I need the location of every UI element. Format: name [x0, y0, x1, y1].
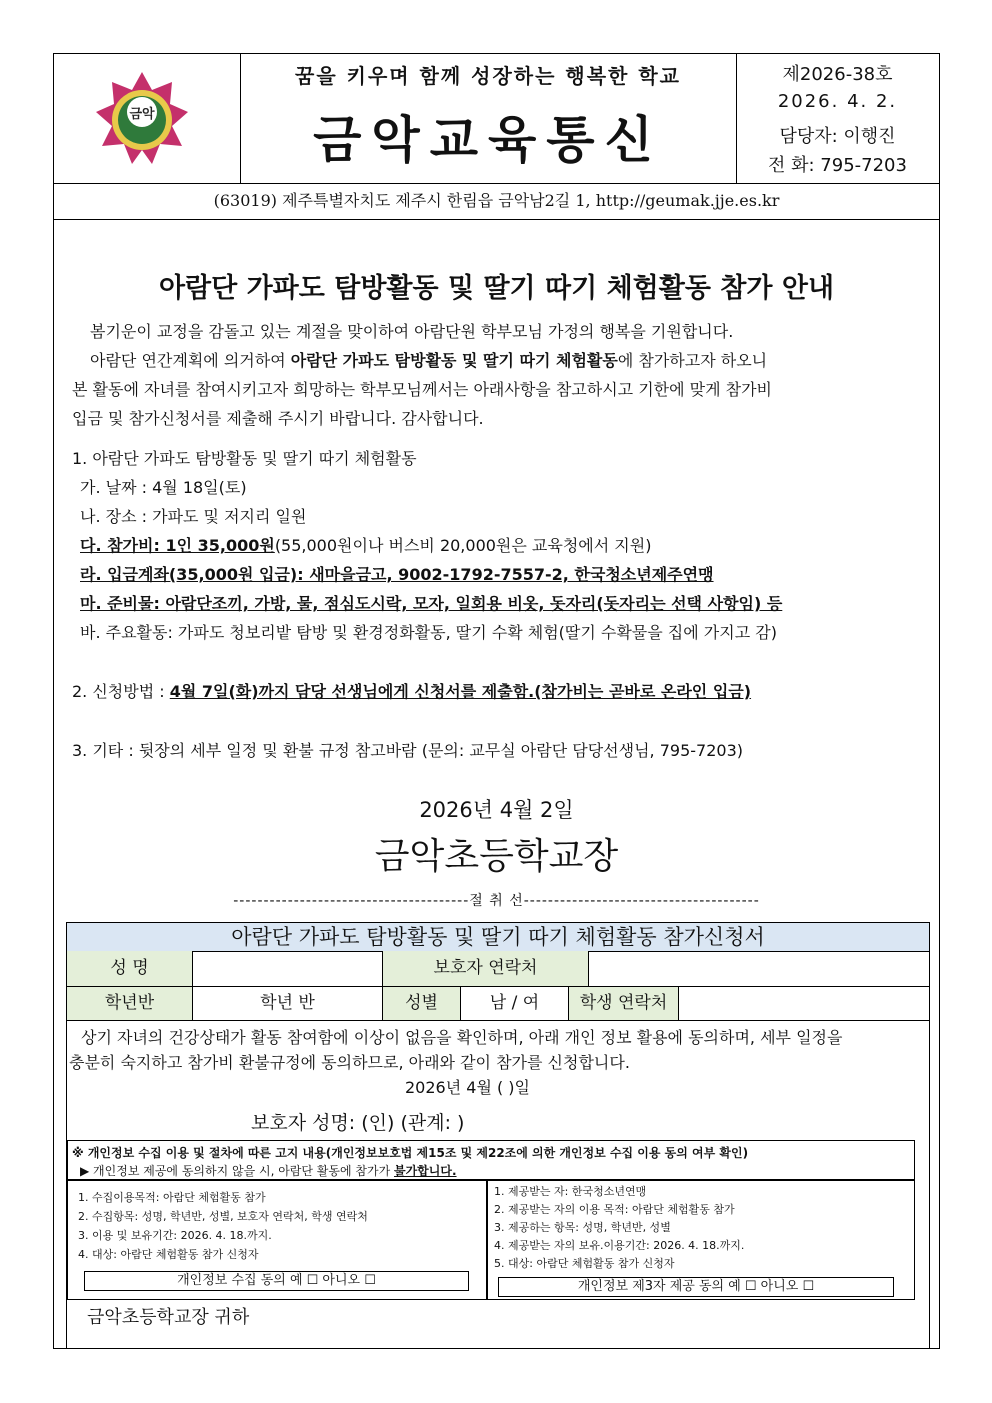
name-field[interactable]: [193, 951, 383, 987]
collection-item: 4. 대상: 아람단 체험활동 참가 신청자: [78, 1248, 259, 1261]
student-contact-label: 학생 연락처: [569, 987, 679, 1021]
privacy-notice-title: ※ 개인정보 수집 이용 및 절차에 따른 고지 내용(개인정보보호법 제15조 및 제22조에 의한 개인정보 수집 이용 동의 여부 확인): [72, 1146, 749, 1160]
item-activities: 바. 주요활동: 가파도 청보리밭 탐방 및 환경정화활동, 딸기 수확 체험(딸기 수확물을 집에 가지고 감): [80, 623, 777, 642]
school-slogan: 꿈을 키우며 함께 성장하는 행복한 학교: [295, 64, 681, 88]
application-label: 2. 신청방법 :: [72, 682, 170, 701]
item-place: 나. 장소 : 가파도 및 저지리 일원: [80, 507, 307, 526]
phone: 전 화: 795-7203: [768, 155, 907, 176]
section-3: 3. 기타 : 뒷장의 세부 일정 및 환불 규정 참고바람 (문의: 교무실 아람단 담당선생님, 795-7203): [72, 741, 743, 760]
manager: 담당자: 이행진: [779, 126, 896, 147]
application-form: [66, 922, 930, 1349]
privacy-warning: [80, 1162, 457, 1179]
third-party-item: 1. 제공받는 자: 한국청소년연맹: [494, 1185, 647, 1198]
fee-amount: 다. 참가비: 1인 35,000원: [80, 536, 275, 555]
guardian-signature[interactable]: 보호자 성명: (인) (관계: ): [251, 1112, 465, 1134]
activity-name: 아람단 가파도 탐방활동 및 딸기 따기 체험활동: [290, 351, 618, 370]
school-address: (63019) 제주특별자치도 제주시 한림읍 금악남2길 1, http://geumak.jje.es.kr: [54, 183, 939, 220]
issue-number: 제2026-38호: [782, 64, 893, 85]
logo-text: 금악: [129, 107, 155, 122]
section-1-heading: 1. 아람단 가파도 탐방활동 및 딸기 따기 체험활동: [72, 449, 417, 468]
application-method: 4월 7일(화)까지 담당 선생님에게 신청서를 제출함.(참가비는 곧바로 온라인 입금): [169, 682, 752, 701]
third-party-consent-checkbox[interactable]: 개인정보 제3자 제공 동의 예 ☐ 아니오 ☐: [498, 1277, 894, 1297]
school-emblem-icon: [92, 68, 192, 168]
logo-cell: [54, 54, 241, 183]
item-fee: [80, 533, 651, 556]
third-party-item: 3. 제공하는 항목: 성명, 학년반, 성별: [494, 1221, 671, 1234]
principal-signature: 금악초등학교장: [374, 836, 619, 877]
account-info: 라. 입금계좌(35,000원 입금): 새마을금고, 9002-1792-7557-2, 한국청소년제주연맹: [80, 565, 714, 584]
form-title: 아람단 가파도 탐방활동 및 딸기 따기 체험활동 참가신청서: [67, 923, 929, 952]
collection-consent-box: [67, 1180, 487, 1300]
supplies-list: 마. 준비물: 아람단조끼, 가방, 물, 점심도시락, 모자, 일회용 비옷, 돗자리(돗자리는 선택 사항임) 등: [80, 594, 783, 613]
gender-label: 성별: [383, 987, 461, 1021]
fee-note: (55,000원이나 버스비 20,000원은 교육청에서 지원): [274, 536, 652, 555]
grade-label: 학년반: [67, 987, 193, 1021]
intro-paragraph-2: [90, 348, 767, 371]
privacy-warning-emphasis: 불가합니다.: [394, 1164, 457, 1178]
notice-date: 2026년 4월 2일: [419, 798, 574, 822]
item-supplies: [80, 591, 782, 614]
name-label: 성 명: [67, 951, 193, 987]
guardian-contact-label: 보호자 연락처: [383, 951, 589, 987]
item-date: 가. 날짜 : 4월 18일(토): [80, 478, 247, 497]
item-account: [80, 562, 714, 585]
grade-field[interactable]: 학년 반: [193, 987, 383, 1021]
issue-info: [736, 54, 939, 183]
intro-text-end: 에 참가하고자 하오니: [617, 351, 768, 370]
intro-paragraph-1: 봄기운이 교정을 감돌고 있는 계절을 맞이하여 아람단원 학부모님 가정의 행복을 기원합니다.: [90, 322, 734, 341]
form-footer: 금악초등학교장 귀하: [87, 1307, 250, 1328]
intro-paragraph-4: 입금 및 참가신청서를 제출해 주시기 바랍니다. 감사합니다.: [72, 409, 484, 428]
newsletter-title: 금악교육통신: [313, 111, 663, 169]
collection-item: 3. 이용 및 보유기간: 2026. 4. 18.까지.: [78, 1229, 272, 1242]
guardian-contact-field[interactable]: [589, 951, 929, 987]
cut-line: ---------------------------------------절 취 선---------------------------------------: [233, 893, 760, 909]
privacy-notice: [67, 1140, 915, 1180]
third-party-consent-box: [487, 1180, 915, 1300]
third-party-item: 4. 제공받는 자의 보유.이용기간: 2026. 4. 18.까지.: [494, 1239, 745, 1252]
issue-date: 2026. 4. 2.: [777, 91, 898, 112]
title-cell: [240, 54, 737, 183]
privacy-warning-text: ▶ 개인정보 제공에 동의하지 않을 시, 아람단 활동에 참가가: [80, 1164, 394, 1178]
third-party-item: 5. 대상: 아람단 체험활동 참가 신청자: [494, 1257, 675, 1270]
section-2: [72, 679, 751, 702]
consent-date: 2026년 4월 ( )일: [405, 1078, 531, 1097]
collection-consent-checkbox[interactable]: 개인정보 수집 동의 예 ☐ 아니오 ☐: [84, 1271, 469, 1291]
intro-paragraph-3: 본 활동에 자녀를 참여시키고자 희망하는 학부모님께서는 아래사항을 참고하시고 기한에 맞게 참가비: [72, 380, 773, 399]
collection-item: 1. 수집이용목적: 아람단 체험활동 참가: [78, 1191, 266, 1204]
consent-line-1: 상기 자녀의 건강상태가 활동 참여함에 이상이 없음을 확인하며, 아래 개인 정보 활용에 동의하며, 세부 일정을: [81, 1028, 843, 1047]
consent-line-2: 충분히 숙지하고 참가비 환불규정에 동의하므로, 아래와 같이 참가를 신청합니다.: [69, 1053, 630, 1072]
collection-item: 2. 수집항목: 성명, 학년반, 성별, 보호자 연락처, 학생 연락처: [78, 1210, 368, 1223]
student-contact-field[interactable]: [679, 987, 929, 1021]
gender-field[interactable]: 남 / 여: [461, 987, 569, 1021]
newsletter-header: [54, 54, 939, 184]
document-frame: [53, 53, 940, 1349]
third-party-item: 2. 제공받는 자의 이용 목적: 아람단 체험활동 참가: [494, 1203, 735, 1216]
notice-title: 아람단 가파도 탐방활동 및 딸기 따기 체험활동 참가 안내: [158, 273, 835, 304]
intro-text: 아람단 연간계획에 의거하여: [90, 351, 291, 370]
